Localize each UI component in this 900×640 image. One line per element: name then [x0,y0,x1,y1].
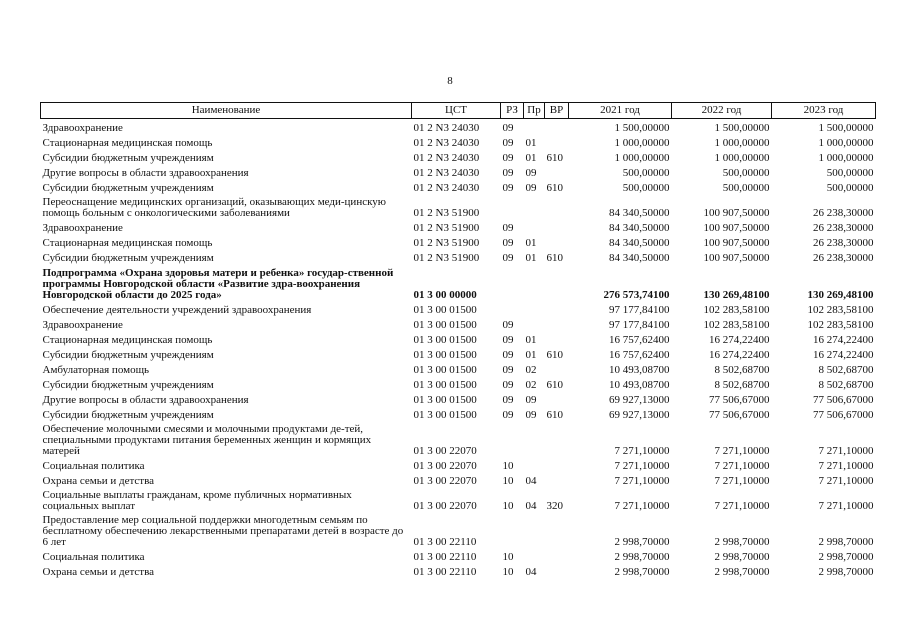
cell-2023: 2 998,70000 [818,566,874,578]
cell-cst: 01 3 00 01500 [413,379,477,391]
cell-vr: 610 [546,182,563,194]
cell-cst: 01 2 N3 24030 [413,137,480,149]
cell-name: Другие вопросы в области здравоохранения [42,394,249,406]
cell-2022: 2 998,70000 [714,551,770,563]
header-name: Наименование [41,103,412,119]
cell-2022: 500,00000 [722,167,770,179]
cell-name: Обеспечение деятельности учреждений здравоохранения [42,304,312,316]
cell-2023: 102 283,58100 [807,319,874,331]
cell-rz: 09 [502,349,514,361]
cell-2021: 69 927,13000 [609,394,670,406]
cell-2021: 10 493,08700 [609,364,670,376]
cell-vr [545,316,569,331]
cell-pr: 09 [525,167,537,179]
cell-pr [524,219,545,234]
cell-2023: 8 502,68700 [818,364,874,376]
cell-vr: 320 [546,500,563,512]
cell-2022: 500,00000 [722,182,770,194]
cell-rz: 09 [502,252,514,264]
header-2023: 2023 год [772,103,876,119]
header-cst: ЦСТ [412,103,501,119]
cell-2023: 16 274,22400 [813,334,874,346]
cell-2021: 500,00000 [622,182,670,194]
table-row [41,219,876,234]
table-row [41,487,876,512]
cell-pr [524,512,545,548]
cell-pr [524,264,545,301]
cell-2022: 1 000,00000 [714,137,770,149]
table-row [41,134,876,149]
table-row [41,301,876,316]
cell-cst: 01 3 00 22110 [413,551,477,563]
table-row [41,316,876,331]
table-row [41,164,876,179]
cell-vr [545,563,569,578]
cell-2021: 7 271,10000 [614,445,670,457]
cell-2021: 10 493,08700 [609,379,670,391]
cell-2023: 2 998,70000 [818,551,874,563]
cell-2021: 7 271,10000 [614,460,670,472]
cell-vr: 610 [546,379,563,391]
cell-cst: 01 2 N3 51900 [413,252,480,264]
cell-name: Амбулаторная помощь [42,364,150,376]
cell-rz [501,194,524,219]
cell-2021: 2 998,70000 [614,566,670,578]
cell-2023: 26 238,30000 [813,207,874,219]
cell-vr [545,391,569,406]
cell-2021: 500,00000 [622,167,670,179]
table-row [41,457,876,472]
table-row [41,346,876,361]
cell-rz: 09 [502,182,514,194]
cell-rz [501,301,524,316]
cell-cst: 01 2 N3 24030 [413,167,480,179]
cell-pr [524,316,545,331]
cell-cst: 01 2 N3 51900 [413,222,480,234]
cell-pr: 01 [525,349,537,361]
header-2022: 2022 год [672,103,772,119]
cell-cst: 01 3 00 01500 [413,319,477,331]
cell-2022: 100 907,50000 [703,252,770,264]
cell-name: Субсидии бюджетным учреждениям [42,152,214,164]
cell-vr [545,264,569,301]
cell-2022: 77 506,67000 [709,394,770,406]
cell-vr [545,512,569,548]
cell-2022: 1 500,00000 [714,122,770,134]
cell-rz: 10 [502,460,514,472]
cell-2021: 84 340,50000 [609,207,670,219]
cell-cst: 01 3 00 22110 [413,566,477,578]
cell-pr: 02 [525,364,537,376]
table-row [41,548,876,563]
cell-vr [545,219,569,234]
cell-cst: 01 2 N3 24030 [413,152,480,164]
cell-2021: 84 340,50000 [609,252,670,264]
cell-2023: 26 238,30000 [813,222,874,234]
cell-cst: 01 3 00 22070 [413,500,477,512]
budget-table [40,102,876,578]
cell-2023: 7 271,10000 [818,500,874,512]
cell-vr [545,194,569,219]
cell-name: Субсидии бюджетным учреждениям [42,379,214,391]
table-row [41,563,876,578]
cell-cst: 01 3 00 01500 [413,334,477,346]
cell-pr: 02 [525,379,537,391]
cell-vr [545,134,569,149]
table-row [41,376,876,391]
cell-2023: 7 271,10000 [818,445,874,457]
cell-rz: 09 [502,364,514,376]
table-row [41,119,876,135]
cell-2021: 16 757,62400 [609,349,670,361]
cell-name: Здравоохранение [42,319,123,331]
cell-2023: 7 271,10000 [818,475,874,487]
table-header-row [41,103,876,119]
table-row [41,406,876,421]
cell-vr: 610 [546,349,563,361]
cell-2022: 1 000,00000 [714,152,770,164]
cell-pr: 09 [525,409,537,421]
cell-2023: 500,00000 [826,167,874,179]
table-row [41,179,876,194]
cell-cst: 01 3 00 01500 [413,349,477,361]
cell-pr: 09 [525,182,537,194]
cell-pr: 01 [525,152,537,164]
cell-2022: 16 274,22400 [709,334,770,346]
cell-name: Субсидии бюджетным учреждениям [42,182,214,194]
cell-cst: 01 2 N3 51900 [413,237,480,249]
cell-vr [545,331,569,346]
cell-2022: 8 502,68700 [714,379,770,391]
cell-name: Охрана семьи и детства [42,566,155,578]
cell-2021: 69 927,13000 [609,409,670,421]
table-row [41,421,876,457]
cell-name: Стационарная медицинская помощь [42,334,213,346]
cell-cst: 01 3 00 22070 [413,460,477,472]
cell-2023: 130 269,48100 [807,289,874,301]
cell-rz: 10 [502,551,514,563]
cell-rz: 09 [502,334,514,346]
cell-2021: 97 177,84100 [609,304,670,316]
cell-vr: 610 [546,252,563,264]
cell-vr: 610 [546,152,563,164]
cell-rz: 09 [502,152,514,164]
cell-2021: 2 998,70000 [614,536,670,548]
cell-2023: 7 271,10000 [818,460,874,472]
cell-pr: 01 [525,137,537,149]
cell-rz: 10 [502,500,514,512]
cell-2022: 130 269,48100 [703,289,770,301]
cell-rz: 09 [502,137,514,149]
cell-name: Социальная политика [42,551,145,563]
cell-cst: 01 2 N3 24030 [413,182,480,194]
cell-cst: 01 2 N3 24030 [413,122,480,134]
cell-rz: 09 [502,122,514,134]
cell-cst: 01 2 N3 51900 [413,207,480,219]
cell-2022: 7 271,10000 [714,475,770,487]
cell-name: Здравоохранение [42,122,123,134]
cell-rz: 10 [502,475,514,487]
cell-rz: 10 [502,566,514,578]
cell-name: Социальные выплаты гражданам, кроме публичных нормативных социальных выплат [42,489,352,512]
cell-2023: 102 283,58100 [807,304,874,316]
cell-vr [545,164,569,179]
table-row [41,264,876,301]
cell-rz: 09 [502,237,514,249]
cell-cst: 01 3 00 01500 [413,409,477,421]
cell-2023: 2 998,70000 [818,536,874,548]
cell-name: Субсидии бюджетным учреждениям [42,252,214,264]
cell-name: Субсидии бюджетным учреждениям [42,349,214,361]
cell-pr [524,119,545,135]
cell-cst: 01 3 00 22070 [413,475,477,487]
cell-name: Субсидии бюджетным учреждениям [42,409,214,421]
cell-pr [524,301,545,316]
table-row [41,194,876,219]
cell-name: Стационарная медицинская помощь [42,237,213,249]
cell-2021: 7 271,10000 [614,500,670,512]
cell-name: Социальная политика [42,460,145,472]
cell-vr [545,361,569,376]
cell-2023: 26 238,30000 [813,237,874,249]
cell-2022: 8 502,68700 [714,364,770,376]
header-2021: 2021 год [569,103,672,119]
cell-2022: 7 271,10000 [714,500,770,512]
cell-pr: 01 [525,252,537,264]
cell-2023: 77 506,67000 [813,394,874,406]
cell-pr: 04 [525,500,537,512]
cell-2022: 7 271,10000 [714,460,770,472]
cell-2022: 7 271,10000 [714,445,770,457]
cell-2023: 500,00000 [826,182,874,194]
cell-rz: 09 [502,394,514,406]
cell-pr: 09 [525,394,537,406]
cell-vr: 610 [546,409,563,421]
table-row [41,331,876,346]
cell-2021: 1 500,00000 [614,122,670,134]
cell-2022: 100 907,50000 [703,222,770,234]
cell-name: Подпрограмма «Охрана здоровья матери и ребенка» государ-ственной программы Новгородской области «Развитие здра-воохранения Новгородской области до 2025 года» [42,267,394,301]
cell-2021: 7 271,10000 [614,475,670,487]
cell-rz: 09 [502,409,514,421]
cell-name: Стационарная медицинская помощь [42,137,213,149]
cell-2022: 102 283,58100 [703,319,770,331]
table-row [41,249,876,264]
cell-2021: 1 000,00000 [614,152,670,164]
cell-pr: 04 [525,475,537,487]
cell-2022: 16 274,22400 [709,349,770,361]
table-row [41,512,876,548]
cell-2022: 102 283,58100 [703,304,770,316]
cell-pr: 01 [525,334,537,346]
cell-rz [501,421,524,457]
cell-cst: 01 3 00 22070 [413,445,477,457]
table-row [41,149,876,164]
cell-name: Здравоохранение [42,222,123,234]
cell-cst: 01 3 00 22110 [413,536,477,548]
cell-name: Другие вопросы в области здравоохранения [42,167,249,179]
header-pr: Пр [524,103,545,119]
cell-vr [545,548,569,563]
cell-pr [524,457,545,472]
cell-vr [545,119,569,135]
cell-name: Обеспечение молочными смесями и молочными продуктами де-тей, специальными продуктами питания беременных женщин и кормящих матерей [42,423,372,457]
cell-2023: 1 000,00000 [818,137,874,149]
header-rz: РЗ [501,103,524,119]
cell-vr [545,457,569,472]
cell-2021: 97 177,84100 [609,319,670,331]
cell-2022: 2 998,70000 [714,536,770,548]
cell-cst: 01 3 00 00000 [413,289,477,301]
cell-2021: 84 340,50000 [609,237,670,249]
cell-rz: 09 [502,222,514,234]
cell-2022: 2 998,70000 [714,566,770,578]
cell-2023: 1 500,00000 [818,122,874,134]
cell-vr [545,472,569,487]
cell-rz: 09 [502,319,514,331]
cell-pr: 04 [525,566,537,578]
cell-cst: 01 3 00 01500 [413,394,477,406]
cell-pr [524,421,545,457]
cell-cst: 01 3 00 01500 [413,364,477,376]
table-row [41,472,876,487]
cell-name: Предоставление мер социальной поддержки многодетным семьям по бесплатному обеспечению лекарственными препаратами детей в возрасте до 6 лет [42,514,404,548]
cell-2023: 1 000,00000 [818,152,874,164]
cell-vr [545,234,569,249]
cell-2023: 8 502,68700 [818,379,874,391]
cell-2021: 84 340,50000 [609,222,670,234]
cell-rz [501,264,524,301]
cell-rz: 09 [502,167,514,179]
header-vr: ВР [545,103,569,119]
table-row [41,361,876,376]
cell-cst: 01 3 00 01500 [413,304,477,316]
cell-rz [501,512,524,548]
cell-2021: 2 998,70000 [614,551,670,563]
cell-2021: 1 000,00000 [614,137,670,149]
table-row [41,234,876,249]
cell-2022: 100 907,50000 [703,207,770,219]
cell-vr [545,421,569,457]
page-number: 8 [447,75,453,87]
cell-2021: 16 757,62400 [609,334,670,346]
cell-pr: 01 [525,237,537,249]
cell-vr [545,301,569,316]
cell-pr [524,548,545,563]
cell-2022: 100 907,50000 [703,237,770,249]
cell-name: Охрана семьи и детства [42,475,155,487]
cell-rz: 09 [502,379,514,391]
cell-2022: 77 506,67000 [709,409,770,421]
table-row [41,391,876,406]
cell-2021: 276 573,74100 [603,289,670,301]
cell-2023: 16 274,22400 [813,349,874,361]
cell-pr [524,194,545,219]
cell-2023: 77 506,67000 [813,409,874,421]
cell-name: Переоснащение медицинских организаций, оказывающих меди-цинскую помощь больным с онкологическими заболеваниями [42,196,386,219]
cell-2023: 26 238,30000 [813,252,874,264]
